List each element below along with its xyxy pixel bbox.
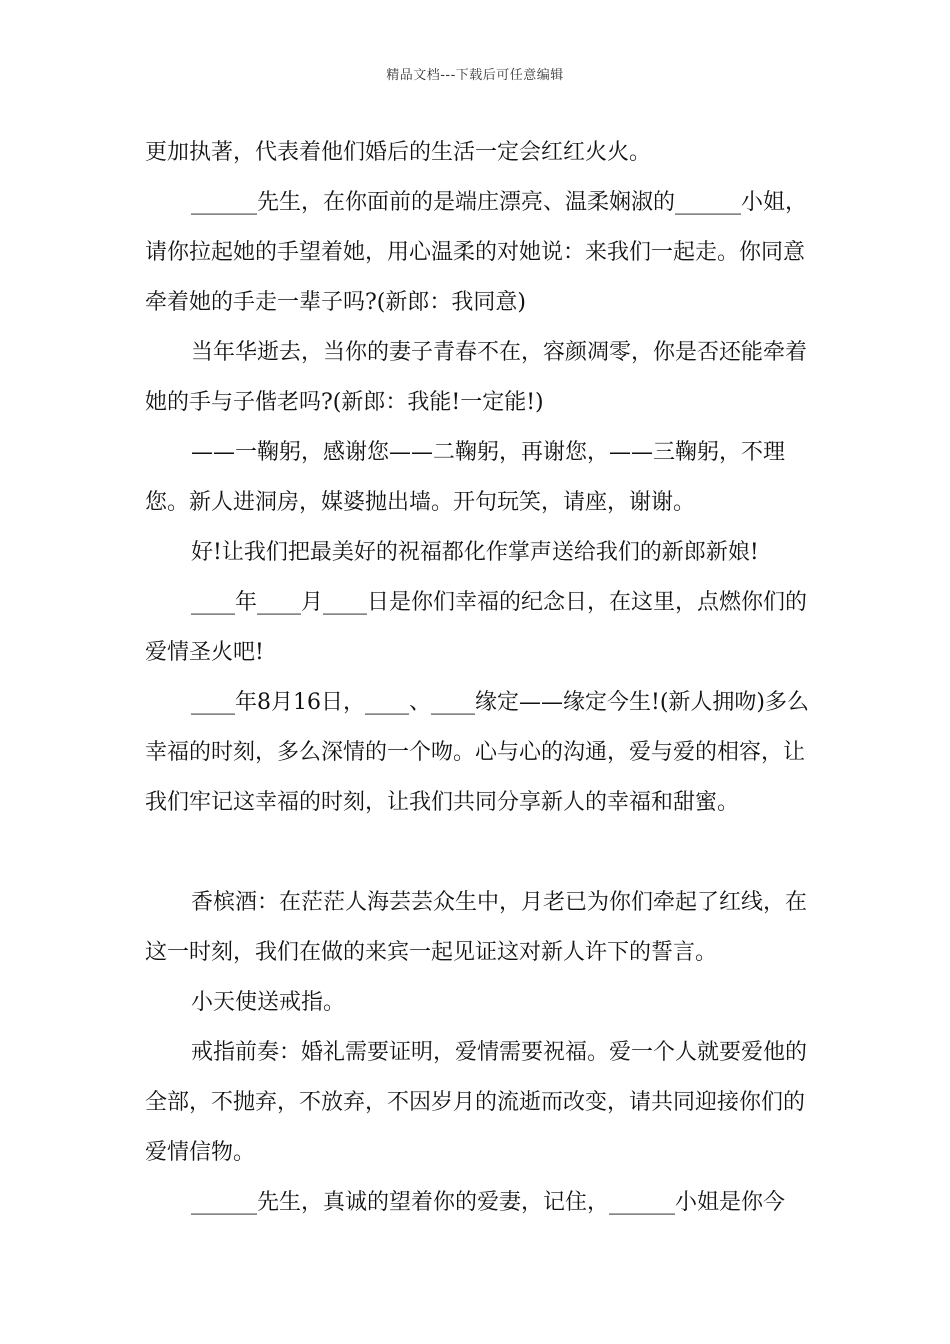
blank-line (145, 828, 825, 878)
document-body (145, 128, 825, 1228)
paragraph: ——一鞠躬，感谢您——二鞠躬，再谢您，——三鞠躬，不理您。新人进洞房，媒婆抛出墙。开句玩笑，请座，谢谢。 (145, 440, 786, 515)
page-header: 精品文档---下载后可任意编辑 (386, 68, 564, 83)
paragraph: ______先生，在你面前的是端庄漂亮、温柔娴淑的______小姐，请你拉起她的手望着她，用心温柔的对她说：来我们一起走。你同意牵着她的手走一辈子吗?(新郎：我同意) (145, 190, 808, 315)
paragraph: ____年8月16日，____、____缘定——缘定今生!(新人拥吻)多么幸福的时刻，多么深情的一个吻。心与心的沟通，爱与爱的相容，让我们牢记这幸福的时刻，让我们共同分享新人的幸福和甜蜜。 (145, 690, 809, 815)
paragraph: 小天使送戒指。 (191, 990, 346, 1015)
paragraph: 好!让我们把最美好的祝福都化作掌声送给我们的新郎新娘! (191, 540, 759, 565)
paragraph: 当年华逝去，当你的妻子青春不在，容颜凋零，你是否还能牵着她的手与子偕老吗?(新郎：我能!一定能!) (145, 340, 808, 415)
paragraph: 更加执著，代表着他们婚后的生活一定会红红火火。 (145, 140, 652, 165)
paragraph: 香槟酒：在茫茫人海芸芸众生中，月老已为你们牵起了红线，在这一时刻，我们在做的来宾一起见证这对新人许下的誓言。 (145, 890, 808, 965)
paragraph: ____年____月____日是你们幸福的纪念日，在这里，点燃你们的爱情圣火吧! (145, 590, 808, 665)
paragraph: 戒指前奏：婚礼需要证明，爱情需要祝福。爱一个人就要爱他的全部，不抛弃，不放弃，不因岁月的流逝而改变，请共同迎接你们的爱情信物。 (145, 1040, 808, 1165)
paragraph: ______先生，真诚的望着你的爱妻，记住，______小姐是你今 (191, 1190, 786, 1215)
